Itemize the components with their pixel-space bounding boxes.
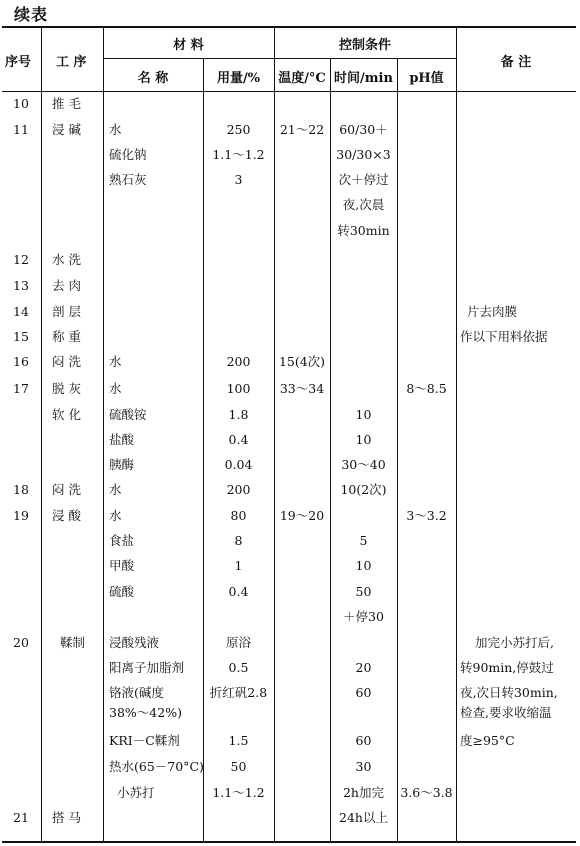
cell-time: 10	[355, 407, 372, 422]
header-mid-rule	[103, 58, 456, 59]
cell-no: 11	[13, 122, 29, 137]
cell-temp: 15(4次)	[278, 354, 326, 369]
cell-name: 熟石灰	[109, 172, 147, 187]
cell-amount: 0.5	[228, 660, 249, 675]
cell-temp: 19～20	[279, 508, 325, 523]
cell-proc: 剖 层	[52, 304, 81, 319]
cell-time: 30	[355, 759, 372, 774]
cell-amount: 1	[234, 558, 243, 573]
cell-note: 作以下用料依据	[460, 329, 548, 344]
cell-name: 38%～42%)	[109, 705, 182, 720]
header-amount: 用量/%	[216, 71, 261, 86]
cell-proc: 闷 洗	[52, 482, 81, 497]
col-divider-no	[41, 26, 42, 842]
cell-proc: 去 肉	[52, 278, 81, 293]
cell-time: 夜,次晨	[342, 197, 385, 212]
cell-amount: 80	[230, 508, 247, 523]
cell-time: 50	[355, 584, 372, 599]
cell-time: 60	[355, 685, 372, 700]
cell-name: 食盐	[109, 533, 135, 548]
cell-name: 水	[109, 482, 122, 497]
header-ph: pH值	[409, 71, 444, 86]
cell-name: 胰酶	[109, 457, 135, 472]
cell-name: 浸酸残液	[109, 635, 160, 650]
cell-time: 24h以上	[339, 810, 388, 825]
cell-amount: 200	[226, 354, 251, 369]
cell-no: 19	[13, 508, 29, 523]
cell-amount: 3	[234, 172, 243, 187]
table-top-rule	[2, 26, 576, 28]
cell-note: 片去肉膜	[467, 304, 518, 319]
cell-time: ＋停30	[343, 609, 384, 624]
cell-ph: 3.6～3.8	[400, 785, 453, 800]
cell-proc: 软 化	[52, 407, 81, 422]
cell-name: 阳离子加脂剂	[109, 660, 185, 675]
cell-name: 水	[109, 508, 122, 523]
header-name: 名 称	[137, 71, 169, 86]
cell-amount: 50	[230, 759, 247, 774]
cell-proc: 推 毛	[52, 96, 81, 111]
cell-amount: 1.5	[228, 733, 249, 748]
cell-name: 铬液(碱度	[109, 685, 164, 700]
header-bottom-rule	[2, 91, 576, 92]
cell-proc: 浸 碱	[52, 122, 81, 137]
cell-time: 20	[355, 660, 372, 675]
cell-ph: 8～8.5	[406, 381, 447, 396]
cell-amount: 折红矾2.8	[209, 685, 268, 700]
cell-no: 18	[13, 482, 29, 497]
cell-name: 小苏打	[117, 785, 155, 800]
cell-no: 10	[13, 96, 29, 111]
cell-time: 转30min	[337, 223, 390, 238]
cell-amount: 0.4	[228, 432, 249, 447]
cell-name: 水	[109, 354, 122, 369]
table-bottom-rule	[2, 841, 576, 843]
cell-no: 12	[13, 252, 29, 267]
header-control: 控制条件	[338, 38, 391, 53]
col-divider-materials	[274, 26, 275, 842]
cell-amount: 1.1～1.2	[212, 785, 265, 800]
cell-proc: 浸 酸	[52, 508, 81, 523]
cell-amount: 200	[226, 482, 251, 497]
cell-amount: 0.4	[228, 584, 249, 599]
cell-temp: 33～34	[279, 381, 325, 396]
cell-amount: 8	[234, 533, 243, 548]
cell-name: 硫酸铵	[109, 407, 147, 422]
col-divider-time	[397, 58, 398, 842]
cell-amount: 250	[226, 122, 251, 137]
cell-time: 60	[355, 733, 372, 748]
cell-ph: 3～3.2	[406, 508, 447, 523]
cell-time: 2h加完	[342, 785, 384, 800]
cell-time: 10	[355, 558, 372, 573]
col-divider-proc	[103, 26, 104, 842]
cell-proc: 水 洗	[52, 252, 81, 267]
cell-no: 15	[13, 329, 29, 344]
header-proc: 工 序	[56, 55, 87, 70]
header-time: 时间/min	[334, 71, 393, 86]
cell-no: 14	[13, 304, 29, 319]
cell-proc: 称 重	[52, 329, 81, 344]
cell-amount: 100	[226, 381, 251, 396]
table-caption: 续表	[14, 5, 49, 24]
cell-name: 水	[109, 381, 122, 396]
cell-time: 30/30×3	[336, 147, 391, 162]
header-no: 序号	[5, 55, 32, 70]
cell-name: 盐酸	[109, 432, 135, 447]
cell-note: 度≥95°C	[460, 733, 515, 748]
header-temp: 温度/°C	[278, 71, 326, 86]
cell-amount: 原浴	[225, 635, 251, 650]
cell-proc: 闷 洗	[52, 354, 81, 369]
cell-time: 次＋停过	[338, 172, 389, 187]
cell-note: 检查,要求收缩温	[460, 705, 552, 720]
cell-time: 10(2次)	[340, 482, 387, 497]
cell-name: 硫化钠	[109, 147, 147, 162]
cell-time: 60/30＋	[339, 122, 388, 137]
cell-proc: 搭 马	[52, 810, 81, 825]
cell-proc: 脱 灰	[52, 381, 81, 396]
header-note: 备 注	[500, 55, 532, 70]
cell-amount: 1.8	[228, 407, 249, 422]
cell-time: 5	[359, 533, 368, 548]
cell-name: 甲酸	[109, 558, 135, 573]
cell-note: 加完小苏打后,	[475, 635, 554, 650]
cell-name: 水	[109, 122, 122, 137]
cell-no: 21	[13, 810, 29, 825]
header-materials: 材 料	[173, 38, 204, 53]
cell-name: 热水(65－70°C)	[109, 759, 204, 774]
cell-no: 17	[13, 381, 29, 396]
cell-amount: 0.04	[224, 457, 253, 472]
cell-no: 16	[13, 354, 29, 369]
cell-name: KRI－C鞣剂	[109, 733, 180, 748]
cell-no: 13	[13, 278, 29, 293]
cell-note: 夜,次日转30min,	[460, 685, 558, 700]
cell-no: 20	[13, 635, 29, 650]
cell-note: 转90min,停鼓过	[460, 660, 554, 675]
cell-time: 10	[355, 432, 372, 447]
cell-temp: 21～22	[279, 122, 325, 137]
cell-proc: 鞣制	[60, 635, 86, 650]
cell-amount: 1.1～1.2	[212, 147, 265, 162]
cell-name: 硫酸	[109, 584, 135, 599]
cell-time: 30～40	[341, 457, 386, 472]
col-divider-control	[456, 26, 457, 842]
